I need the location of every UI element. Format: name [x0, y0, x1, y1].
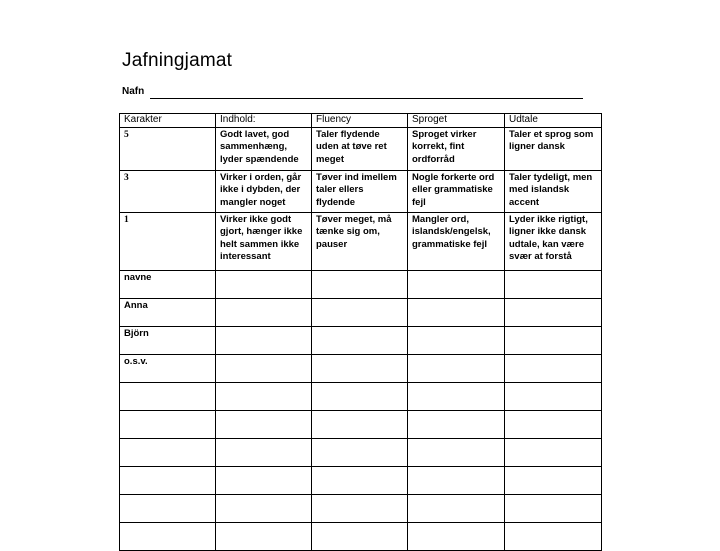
name-label: Nafn [122, 86, 145, 97]
score-cell[interactable] [312, 354, 408, 382]
score-cell[interactable] [312, 466, 408, 494]
score-cell[interactable] [505, 270, 602, 298]
student-name-cell[interactable] [120, 382, 216, 410]
score-cell[interactable] [312, 298, 408, 326]
criteria-row-3 [120, 170, 602, 212]
score-cell[interactable] [408, 438, 505, 466]
grade-cell: 3 [120, 170, 216, 212]
student-name-cell[interactable] [120, 494, 216, 522]
name-row [120, 298, 602, 326]
criteria-cell: Sproget virker korrekt, fint ordforråd [408, 127, 505, 170]
name-row [120, 270, 602, 298]
header-sproget: Sproget [408, 114, 505, 128]
name-row [120, 438, 602, 466]
header-indhold: Indhold: [216, 114, 312, 128]
criteria-cell: Taler tydeligt, men med islandsk accent [505, 170, 602, 212]
student-name-cell[interactable] [120, 438, 216, 466]
header-row [120, 114, 602, 128]
score-cell[interactable] [216, 382, 312, 410]
score-cell[interactable] [505, 466, 602, 494]
criteria-cell: Nogle forkerte ord eller grammatiske fejl [408, 170, 505, 212]
criteria-cell: Mangler ord, islandsk/engelsk, grammatiske fejl [408, 212, 505, 270]
criteria-cell: Taler flydende uden at tøve ret meget [312, 127, 408, 170]
criteria-cell: Virker i orden, går ikke i dybden, der mangler noget [216, 170, 312, 212]
score-cell[interactable] [312, 270, 408, 298]
criteria-cell: Lyder ikke rigtigt, ligner ikke dansk udtale, kan være svær at forstå [505, 212, 602, 270]
header-karakter: Karakter [120, 114, 216, 128]
page-title: Jafningjamat [122, 50, 233, 71]
criteria-cell: Tøver meget, må tænke sig om, pauser [312, 212, 408, 270]
name-row [120, 494, 602, 522]
name-row [120, 382, 602, 410]
score-cell[interactable] [312, 382, 408, 410]
score-cell[interactable] [408, 326, 505, 354]
score-cell[interactable] [216, 494, 312, 522]
name-row [120, 466, 602, 494]
score-cell[interactable] [505, 494, 602, 522]
score-cell[interactable] [505, 410, 602, 438]
criteria-row-1 [120, 212, 602, 270]
score-cell[interactable] [216, 298, 312, 326]
score-cell[interactable] [408, 382, 505, 410]
score-cell[interactable] [408, 354, 505, 382]
criteria-cell: Taler et sprog som ligner dansk [505, 127, 602, 170]
score-cell[interactable] [216, 326, 312, 354]
score-cell[interactable] [312, 326, 408, 354]
student-name-cell[interactable]: navne [120, 270, 216, 298]
score-cell[interactable] [216, 522, 312, 550]
score-cell[interactable] [408, 270, 505, 298]
score-cell[interactable] [312, 494, 408, 522]
score-cell[interactable] [505, 438, 602, 466]
score-cell[interactable] [505, 382, 602, 410]
score-cell[interactable] [505, 326, 602, 354]
score-cell[interactable] [408, 522, 505, 550]
assessment-table [119, 113, 602, 551]
name-row [120, 326, 602, 354]
grade-cell: 5 [120, 127, 216, 170]
score-cell[interactable] [505, 298, 602, 326]
name-row [120, 354, 602, 382]
score-cell[interactable] [505, 522, 602, 550]
name-row [120, 410, 602, 438]
score-cell[interactable] [408, 494, 505, 522]
student-name-cell[interactable]: o.s.v. [120, 354, 216, 382]
criteria-cell: Tøver ind imellem taler ellers flydende [312, 170, 408, 212]
score-cell[interactable] [505, 354, 602, 382]
name-field-line [150, 98, 583, 99]
score-cell[interactable] [312, 410, 408, 438]
student-name-cell[interactable] [120, 410, 216, 438]
name-row [120, 522, 602, 550]
score-cell[interactable] [408, 410, 505, 438]
score-cell[interactable] [312, 438, 408, 466]
score-cell[interactable] [408, 298, 505, 326]
header-udtale: Udtale [505, 114, 602, 128]
student-name-cell[interactable]: Anna [120, 298, 216, 326]
student-name-cell[interactable] [120, 522, 216, 550]
score-cell[interactable] [312, 522, 408, 550]
name-rows [120, 270, 602, 550]
score-cell[interactable] [408, 466, 505, 494]
criteria-cell: Godt lavet, god sammenhæng, lyder spændende [216, 127, 312, 170]
score-cell[interactable] [216, 438, 312, 466]
criteria-row-5 [120, 127, 602, 170]
grade-cell: 1 [120, 212, 216, 270]
header-fluency: Fluency [312, 114, 408, 128]
score-cell[interactable] [216, 466, 312, 494]
criteria-cell: Virker ikke godt gjort, hænger ikke helt sammen ikke interessant [216, 212, 312, 270]
score-cell[interactable] [216, 354, 312, 382]
student-name-cell[interactable]: Björn [120, 326, 216, 354]
student-name-cell[interactable] [120, 466, 216, 494]
score-cell[interactable] [216, 410, 312, 438]
score-cell[interactable] [216, 270, 312, 298]
